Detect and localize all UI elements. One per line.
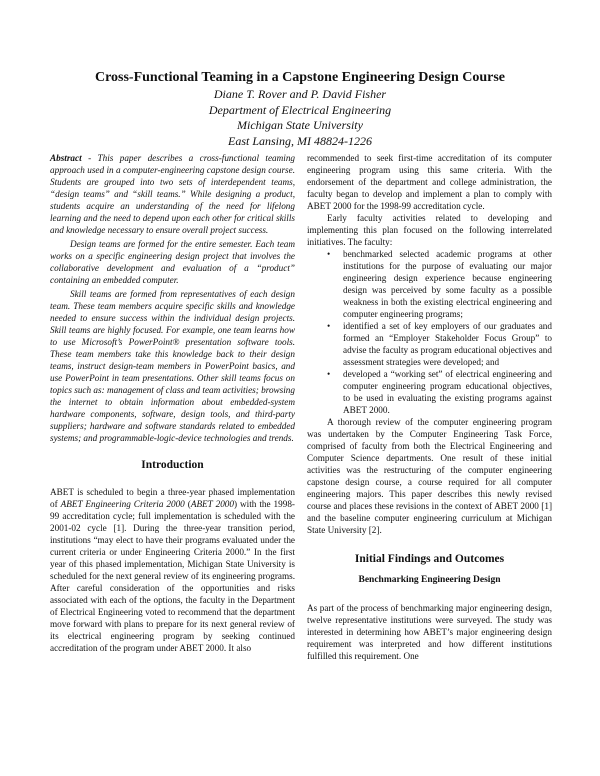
right-column <box>307 152 552 662</box>
initiatives-list <box>307 248 552 416</box>
department: Department of Electrical Engineering <box>208 102 392 117</box>
intro-emphasis-criteria: ABET Engineering Criteria 2000 <box>60 499 185 509</box>
bullet-icon: • <box>327 321 331 331</box>
list-item-text: developed a “working set” of electrical engineering and computer engineering program educational objectives, to be used in evaluating the existing programs against ABET 2000. <box>343 369 552 415</box>
findings-paragraph-1: As part of the process of benchmarking major engineering design, twelve representative institutions were surveyed. The study was interested in determining how ABET’s major engineering design requirement was interpreted and how different institutions fulfilled this requirement. One <box>307 603 552 661</box>
abstract-label: Abstract <box>50 153 82 163</box>
intro-paragraph-3: A thorough review of the computer engineering program was undertaken by the Computer Engineering Task Force, comprised of faculty from both the Electrical Engineering and Computer Science departments. One result of these initial activities was the restructuring of the computer engineering capstone design course, a course required for all computer engineering majors. This paper describes this newly revised course and places these revisions in the context of ABET 2000 [1] and the baseline computer engineering curriculum at Michigan State University [2]. <box>307 417 552 535</box>
abstract-paragraph-1 <box>50 152 295 236</box>
list-item <box>307 248 552 320</box>
bullet-icon: • <box>327 249 331 259</box>
list-item <box>307 320 552 368</box>
authors: Diane T. Rover and P. David Fisher <box>213 87 387 101</box>
abstract-paragraph-2: Design teams are formed for the entire semester. Each team works on a specific engineering design project that involves the collaborative development and evaluation of a “product” containing an embedded computer. <box>50 239 295 285</box>
intro-emphasis-abet: ABET 2000 <box>190 499 234 509</box>
findings-heading: Initial Findings and Outcomes <box>354 553 505 565</box>
benchmarking-subheading: Benchmarking Engineering Design <box>358 575 501 585</box>
paper-title: Cross-Functional Teaming in a Capstone Engineering Design Course <box>94 70 506 85</box>
intro-paragraph-2: Early faculty activities related to developing and implementing this plan focused on the following interrelated initiatives. The faculty: <box>307 213 552 247</box>
location: East Lansing, MI 48824-1226 <box>228 133 372 148</box>
intro-paragraph-1-continued: recommended to seek first-time accreditation of its computer engineering program using this same criteria. With the endorsement of the department and college administration, the faculty began to develop and implement a plan to comply with ABET 2000 for the 1998-99 accreditation cycle. <box>307 153 552 211</box>
left-column <box>50 152 295 654</box>
university: Michigan State University <box>237 118 363 132</box>
abstract-paragraph-3: Skill teams are formed from representatives of each design team. These team members acquire specific skills and knowledge needed to ensure success within the individual design projects. Skill teams are highly focused. For example, one team learns how to use Microsoft’s PowerPoint® presentation software tools. These team members take this knowledge back to their design teams, instruct design-team members in PowerPoint basics, and use PowerPoint in team presentations. Other skill teams focus on topics such as: management of class and team activities; browsing the internet to obtain information about embedded-system hardware components, software, design tools, and third-party suppliers; hardware and software standards related to embedded systems; and programmable-logic-device technologies and trends. <box>50 289 295 443</box>
bullet-icon: • <box>327 369 331 379</box>
introduction-heading: Introduction <box>141 459 204 471</box>
intro-paragraph-1 <box>50 486 295 654</box>
intro-text-a: ABET is scheduled to begin a three-year phased implementation of <box>50 487 295 509</box>
intro-text-c: ) with the 1998-99 accreditation cycle; full implementation is scheduled with the 2001-02 cycle [1]. During the three-year transition period, institutions “may elect to have their programs evaluated under the current criteria or under Engineering Criteria 2000.” In the first year of this phased implementation, Michigan State University is scheduled for the next general review of its engineering programs. After careful consideration of the opportunities and risks associated with each of the options, the faculty in the Department of Electrical Engineering voted to recommend that the department move forward with plans to prepare for its next general review of its electrical engineering program by seeking continued accreditation of the program under ABET 2000. It also <box>50 499 295 653</box>
intro-text-b: ( <box>184 499 191 509</box>
list-item <box>307 368 552 416</box>
list-item-text: identified a set of key employers of our graduates and formed an “Employer Stakeholder Focus Group” to advise the faculty as program educational objectives and assessment strategies were developed; and <box>343 321 552 367</box>
paper-header <box>0 69 600 149</box>
abstract-text-1: - This paper describes a cross-functional teaming approach used in a computer-engineering capstone design course. Students are grouped into two sets of interdependent teams, “design teams” and “skill teams.” While designing a product, students acquire an understanding of the need for lifelong learning and the need to depend upon each other for critical skills and knowledge necessary to ensure overall project success. <box>50 153 296 235</box>
list-item-text: benchmarked selected academic programs at other institutions for the purpose of evaluating our major engineering design experience because engineering design was perceived by some faculty as a possible weakness in both the existing electrical engineering and computer engineering programs; <box>343 249 552 319</box>
